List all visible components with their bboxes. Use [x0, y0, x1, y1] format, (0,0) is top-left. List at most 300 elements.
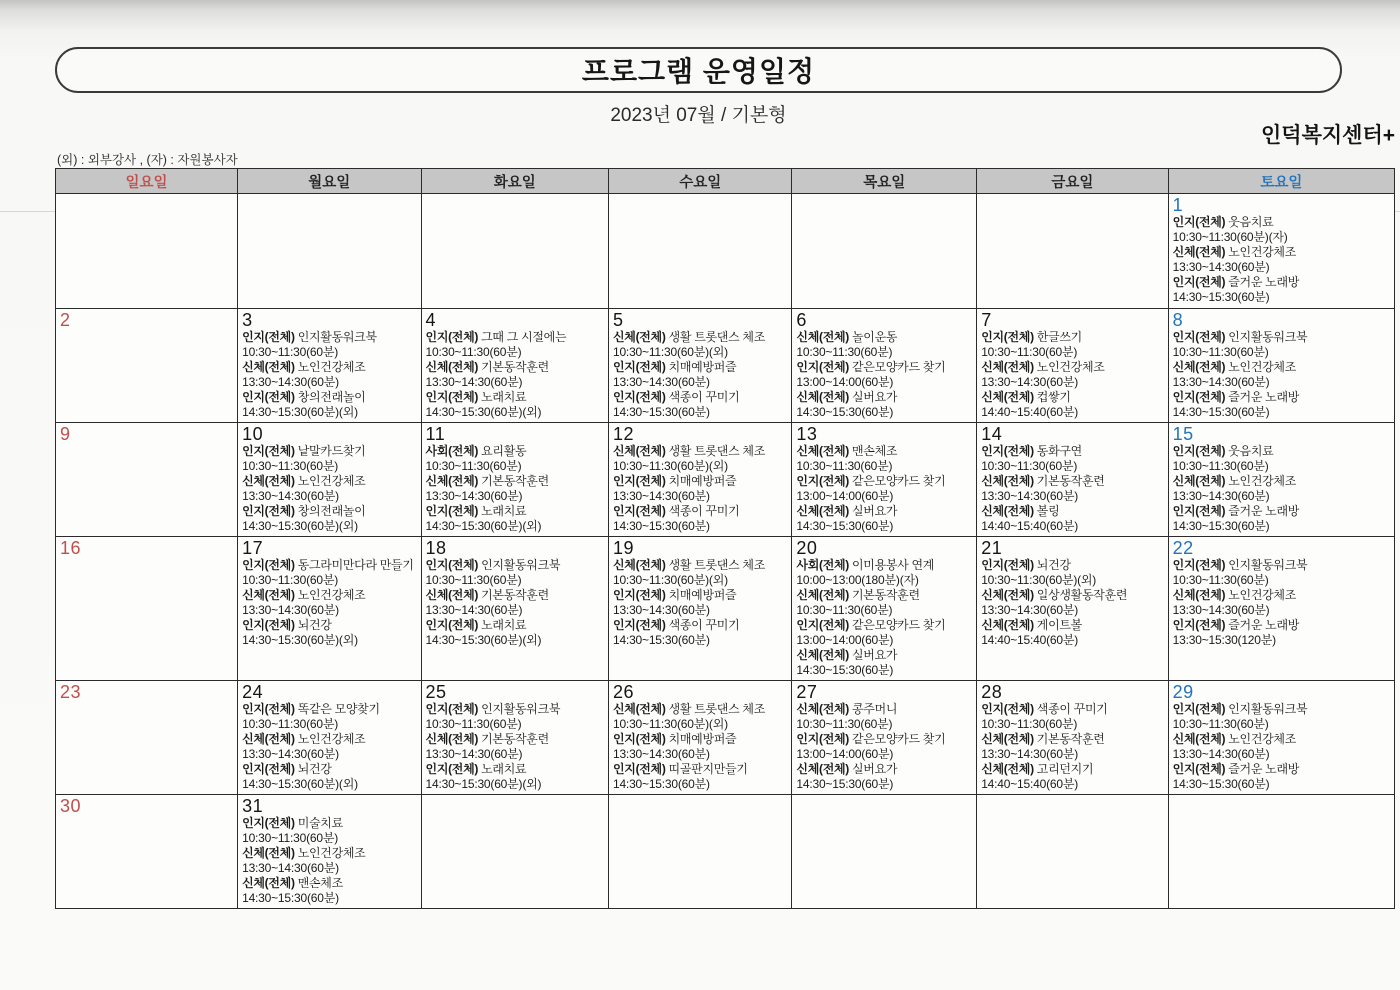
program-name: 인지활동워크북 — [294, 330, 377, 344]
program-category: 인지(전체) — [425, 330, 479, 344]
calendar-cell-day-1 — [1168, 194, 1394, 309]
program-entry-title — [796, 762, 974, 777]
day-number: 12 — [612, 424, 635, 444]
program-category: 인지(전체) — [425, 618, 479, 632]
calendar-cell-day-14 — [977, 423, 1168, 537]
program-entry-title — [981, 474, 1165, 489]
program-name: 노인건강체조 — [1225, 474, 1297, 488]
program-name: 인지활동워크북 — [1225, 702, 1308, 716]
calendar-week-row — [56, 309, 1395, 423]
program-name: 뇌건강 — [294, 762, 332, 776]
calendar-cell-day-28 — [977, 681, 1168, 795]
program-time: 13:00~14:00(60분) — [796, 633, 894, 647]
program-time: 10:30~11:30(60분) — [1172, 345, 1269, 359]
program-name: 즐거운 노래방 — [1225, 504, 1300, 518]
program-category: 인지(전체) — [425, 762, 479, 776]
calendar-cell-day-6 — [792, 309, 977, 423]
program-name: 실버요가 — [848, 648, 898, 662]
program-name: 노인건강체조 — [294, 474, 366, 488]
program-name: 생활 트롯댄스 체조 — [665, 702, 765, 716]
program-category: 신체(전체) — [981, 504, 1034, 518]
program-time: 10:30~11:30(60분) — [242, 573, 339, 587]
program-name: 같은모양카드 찾기 — [848, 360, 946, 374]
program-category: 인지(전체) — [425, 702, 479, 716]
program-entry-title — [796, 618, 974, 633]
program-name: 기본동작훈련 — [478, 588, 549, 602]
program-name: 동그라미만다라 만들기 — [294, 558, 414, 572]
day-number: 27 — [796, 682, 818, 702]
calendar-cell-empty — [421, 795, 608, 909]
program-category: 신체(전체) — [425, 474, 479, 488]
program-entry-title — [613, 330, 789, 345]
program-name: 기본동작훈련 — [478, 360, 549, 374]
calendar-cell-day-3 — [238, 309, 421, 423]
calendar-cell-day-7 — [977, 309, 1168, 423]
calendar-cell-day-20 — [792, 537, 977, 681]
calendar-week-row — [56, 795, 1395, 909]
program-entry-title — [426, 762, 606, 777]
program-entry-title — [242, 390, 418, 405]
day-number: 30 — [60, 796, 82, 816]
program-name: 노래치료 — [478, 504, 527, 518]
weekday-header-tuesday: 화요일 — [421, 169, 608, 194]
calendar-cell-empty — [792, 194, 977, 309]
day-number: 20 — [796, 538, 818, 558]
program-time: 14:30~15:30(60분) — [242, 891, 339, 905]
program-entry-title — [1173, 504, 1392, 519]
program-entry-title — [242, 558, 418, 573]
program-entry-title — [242, 588, 418, 603]
program-entry-title — [242, 732, 418, 747]
weekday-header-sunday: 일요일 — [56, 169, 238, 194]
calendar-cell-day-13 — [792, 423, 977, 537]
program-name: 인지활동워크북 — [1225, 330, 1308, 344]
program-name: 콩주머니 — [848, 702, 898, 716]
program-time: 10:30~11:30(60분) — [1172, 573, 1269, 587]
program-name: 웃음치료 — [1225, 444, 1274, 458]
program-entry-title — [426, 504, 606, 519]
program-time: 13:30~14:30(60분) — [612, 375, 710, 389]
program-time: 13:30~14:30(60분) — [1172, 489, 1270, 503]
program-name: 색종이 꾸미기 — [1033, 702, 1108, 716]
day-number: 29 — [1172, 682, 1194, 702]
program-time: 13:30~14:30(60분) — [242, 747, 339, 761]
program-entry-title — [242, 474, 418, 489]
program-category: 인지(전체) — [242, 444, 295, 458]
calendar-cell-empty — [56, 194, 238, 309]
calendar-cell-day-31 — [238, 795, 421, 909]
program-name: 맨손체조 — [848, 444, 898, 458]
program-entry-title — [981, 588, 1165, 603]
program-category: 인지(전체) — [242, 816, 295, 830]
program-name: 색종이 꾸미기 — [665, 390, 740, 404]
program-category: 인지(전체) — [612, 732, 666, 746]
calendar-cell-day-9 — [56, 423, 238, 537]
program-time: 13:00~14:00(60분) — [796, 747, 894, 761]
program-entry-title — [981, 618, 1165, 633]
program-time: 10:30~11:30(60분) — [425, 573, 522, 587]
program-entry-title — [981, 702, 1165, 717]
program-time: 13:30~14:30(60분) — [1172, 603, 1270, 617]
program-time: 14:30~15:30(60분) — [796, 663, 894, 677]
day-number: 15 — [1172, 424, 1194, 444]
program-name: 게이트볼 — [1033, 618, 1082, 632]
program-entry-title — [796, 360, 974, 375]
program-name: 인지활동워크북 — [478, 702, 561, 716]
weekday-header-row — [56, 169, 1395, 194]
program-name: 기본동작훈련 — [478, 732, 549, 746]
program-time: 13:30~14:30(60분) — [612, 747, 710, 761]
program-category: 신체(전체) — [612, 558, 666, 572]
page-title: 프로그램 운영일정 — [581, 56, 816, 87]
day-number: 18 — [425, 538, 447, 558]
program-name: 웃음치료 — [1225, 215, 1274, 229]
program-name: 치매예방퍼즐 — [665, 360, 737, 374]
program-entry-title — [426, 588, 606, 603]
program-category: 신체(전체) — [1172, 732, 1226, 746]
day-number: 8 — [1172, 310, 1184, 330]
program-time: 10:00~13:00(180분)(자) — [796, 573, 919, 587]
calendar-week-row — [56, 423, 1395, 537]
program-category: 신체(전체) — [796, 648, 849, 662]
day-number: 2 — [60, 310, 71, 330]
program-category: 신체(전체) — [796, 504, 849, 518]
program-entry-title — [796, 558, 974, 573]
program-entry-title — [981, 330, 1165, 345]
program-category: 신체(전체) — [796, 330, 849, 344]
program-time: 10:30~11:30(60분)(외) — [981, 573, 1097, 587]
program-category: 신체(전체) — [981, 732, 1034, 746]
program-category: 인지(전체) — [242, 618, 295, 632]
program-category: 신체(전체) — [981, 360, 1034, 374]
program-name: 똑같은 모양찾기 — [294, 702, 380, 716]
calendar-cell-empty — [608, 194, 791, 309]
program-name: 기본동작훈련 — [478, 474, 549, 488]
program-entry-title — [426, 558, 606, 573]
day-number: 1 — [1172, 195, 1184, 215]
calendar-cell-day-4 — [421, 309, 608, 423]
program-entry-title — [981, 444, 1165, 459]
program-time: 13:30~14:30(60분) — [425, 375, 523, 389]
program-entry-title — [242, 504, 418, 519]
program-time: 10:30~11:30(60분) — [981, 459, 1078, 473]
program-time: 13:30~14:30(60분) — [425, 489, 523, 503]
program-time: 13:30~14:30(60분) — [425, 603, 523, 617]
program-category: 인지(전체) — [981, 330, 1034, 344]
program-entry-title — [613, 618, 789, 633]
day-number: 6 — [796, 310, 807, 330]
program-time: 10:30~11:30(60분)(외) — [612, 573, 728, 587]
program-category: 인지(전체) — [612, 504, 666, 518]
calendar-cell-day-29 — [1168, 681, 1394, 795]
program-category: 사회(전체) — [796, 558, 849, 572]
program-name: 즐거운 노래방 — [1225, 762, 1300, 776]
program-category: 인지(전체) — [981, 558, 1034, 572]
program-time: 10:30~11:30(60분)(외) — [612, 717, 728, 731]
program-entry-title — [981, 732, 1165, 747]
program-name: 치매예방퍼즐 — [665, 474, 737, 488]
program-name: 맨손체조 — [294, 876, 343, 890]
calendar-cell-day-5 — [608, 309, 791, 423]
program-name: 기본동작훈련 — [1033, 732, 1105, 746]
calendar-cell-day-17 — [238, 537, 421, 681]
program-entry-title — [242, 762, 418, 777]
program-name: 일상생활동작훈련 — [1033, 588, 1128, 602]
program-time: 10:30~11:30(60분) — [796, 345, 893, 359]
program-time: 10:30~11:30(60분) — [425, 345, 522, 359]
program-entry-title — [1173, 732, 1392, 747]
program-name: 인지활동워크북 — [1225, 558, 1308, 572]
weekday-header-thursday: 목요일 — [792, 169, 977, 194]
program-category: 인지(전체) — [1172, 558, 1226, 572]
program-category: 인지(전체) — [1172, 618, 1226, 632]
program-category: 인지(전체) — [1172, 762, 1226, 776]
program-time: 13:30~14:30(60분) — [981, 375, 1079, 389]
weekday-header-friday: 금요일 — [977, 169, 1168, 194]
day-number: 17 — [242, 538, 264, 558]
program-name: 동화구연 — [1033, 444, 1082, 458]
program-category: 인지(전체) — [612, 360, 666, 374]
program-name: 그때 그 시절에는 — [478, 330, 567, 344]
program-time: 14:30~15:30(60분)(외) — [425, 777, 542, 791]
program-category: 인지(전체) — [796, 360, 849, 374]
day-number: 7 — [981, 310, 992, 330]
program-category: 신체(전체) — [425, 732, 479, 746]
program-entry-title — [1173, 245, 1392, 260]
program-time: 10:30~11:30(60분) — [242, 717, 339, 731]
calendar-subtitle: 2023년 07월 / 기본형 — [610, 105, 787, 126]
program-category: 인지(전체) — [242, 702, 295, 716]
calendar-cell-empty — [421, 194, 608, 309]
program-category: 인지(전체) — [425, 390, 479, 404]
calendar-cell-day-25 — [421, 681, 608, 795]
program-time: 13:30~15:30(120분) — [1172, 633, 1276, 647]
program-category: 인지(전체) — [612, 618, 666, 632]
program-category: 신체(전체) — [1172, 588, 1226, 602]
day-number: 14 — [981, 424, 1003, 444]
program-name: 인지활동워크북 — [478, 558, 561, 572]
program-category: 신체(전체) — [242, 732, 295, 746]
program-category: 신체(전체) — [796, 444, 849, 458]
program-time: 13:30~14:30(60분) — [612, 603, 710, 617]
program-time: 14:40~15:40(60분) — [981, 633, 1079, 647]
program-time: 10:30~11:30(60분)(자) — [1172, 230, 1288, 244]
program-name: 실버요가 — [848, 504, 898, 518]
program-name: 뇌건강 — [294, 618, 332, 632]
day-number: 4 — [425, 310, 437, 330]
program-name: 노래치료 — [478, 762, 527, 776]
program-time: 10:30~11:30(60분) — [242, 345, 339, 359]
program-category: 인지(전체) — [425, 504, 479, 518]
program-entry-title — [981, 504, 1165, 519]
program-time: 14:30~15:30(60분)(외) — [242, 519, 358, 533]
program-name: 같은모양카드 찾기 — [848, 732, 946, 746]
program-time: 14:30~15:30(60분) — [612, 633, 710, 647]
program-category: 인지(전체) — [981, 444, 1034, 458]
program-name: 치매예방퍼즐 — [665, 732, 737, 746]
program-time: 10:30~11:30(60분) — [981, 717, 1078, 731]
day-number: 10 — [242, 424, 264, 444]
program-entry-title — [426, 618, 606, 633]
program-entry-title — [242, 816, 418, 831]
program-category: 신체(전체) — [242, 360, 295, 374]
program-time: 10:30~11:30(60분) — [425, 717, 522, 731]
program-category: 인지(전체) — [612, 474, 666, 488]
program-time: 13:30~14:30(60분) — [242, 375, 339, 389]
day-number: 26 — [612, 682, 635, 702]
program-entry-title — [426, 360, 606, 375]
program-time: 10:30~11:30(60분) — [796, 717, 893, 731]
program-time: 14:40~15:40(60분) — [981, 405, 1079, 419]
program-entry-title — [796, 702, 974, 717]
program-name: 컵쌓기 — [1033, 390, 1071, 404]
program-entry-title — [1173, 390, 1392, 405]
program-name: 뇌건강 — [1033, 558, 1071, 572]
program-name: 미술치료 — [294, 816, 343, 830]
program-name: 띠골판지만들기 — [665, 762, 748, 776]
calendar-cell-day-24 — [238, 681, 421, 795]
program-time: 10:30~11:30(60분) — [1172, 717, 1269, 731]
program-entry-title — [242, 846, 418, 861]
program-category: 신체(전체) — [981, 762, 1034, 776]
program-category: 신체(전체) — [1172, 360, 1226, 374]
program-entry-title — [613, 504, 789, 519]
program-entry-title — [426, 732, 606, 747]
program-entry-title — [242, 876, 418, 891]
program-entry-title — [1173, 588, 1392, 603]
program-time: 13:30~14:30(60분) — [242, 489, 339, 503]
program-time: 14:30~15:30(60분)(외) — [242, 405, 358, 419]
program-entry-title — [613, 360, 789, 375]
calendar-week-row — [56, 194, 1395, 309]
program-entry-title — [613, 558, 789, 573]
program-entry-title — [242, 444, 418, 459]
program-entry-title — [1173, 330, 1392, 345]
calendar-cell-day-10 — [238, 423, 421, 537]
program-name: 생활 트롯댄스 체조 — [665, 558, 765, 572]
program-name: 요리활동 — [478, 444, 527, 458]
calendar-cell-empty — [238, 194, 421, 309]
program-name: 같은모양카드 찾기 — [848, 618, 946, 632]
program-category: 인지(전체) — [796, 618, 849, 632]
program-category: 인지(전체) — [425, 558, 479, 572]
program-time: 14:30~15:30(60분) — [612, 519, 710, 533]
program-category: 인지(전체) — [1172, 330, 1226, 344]
program-time: 14:30~15:30(60분) — [796, 519, 894, 533]
program-time: 13:30~14:30(60분) — [612, 489, 710, 503]
program-name: 낱말카드찾기 — [294, 444, 366, 458]
program-name: 노인건강체조 — [1225, 360, 1297, 374]
program-category: 인지(전체) — [242, 330, 295, 344]
program-entry-title — [1173, 360, 1392, 375]
program-name: 즐거운 노래방 — [1225, 618, 1300, 632]
program-name: 실버요가 — [848, 390, 898, 404]
program-entry-title — [796, 504, 974, 519]
program-entry-title — [426, 474, 606, 489]
program-time: 14:30~15:30(60분) — [796, 777, 894, 791]
program-time: 14:30~15:30(60분) — [612, 405, 710, 419]
program-time: 13:30~14:30(60분) — [242, 603, 339, 617]
program-time: 14:30~15:30(60분)(외) — [425, 405, 542, 419]
calendar-cell-day-8 — [1168, 309, 1394, 423]
program-time: 10:30~11:30(60분) — [425, 459, 522, 473]
day-number: 11 — [425, 424, 446, 444]
program-entry-title — [796, 648, 974, 663]
program-name: 노인건강체조 — [294, 846, 366, 860]
program-entry-title — [981, 558, 1165, 573]
program-entry-title — [613, 474, 789, 489]
day-number: 22 — [1172, 538, 1194, 558]
program-name: 노인건강체조 — [1225, 732, 1297, 746]
program-category: 인지(전체) — [796, 474, 849, 488]
program-category: 인지(전체) — [1172, 215, 1226, 229]
program-category: 신체(전체) — [612, 444, 666, 458]
program-entry-title — [242, 618, 418, 633]
program-time: 10:30~11:30(60분) — [242, 831, 339, 845]
program-category: 신체(전체) — [796, 762, 849, 776]
program-name: 노인건강체조 — [1225, 588, 1297, 602]
program-entry-title — [796, 474, 974, 489]
program-category: 신체(전체) — [242, 588, 295, 602]
program-entry-title — [426, 390, 606, 405]
program-name: 즐거운 노래방 — [1225, 275, 1300, 289]
program-name: 한글쓰기 — [1033, 330, 1082, 344]
program-category: 신체(전체) — [612, 330, 666, 344]
program-name: 노래치료 — [478, 618, 527, 632]
program-time: 10:30~11:30(60분) — [242, 459, 339, 473]
program-name: 이미용봉사 연계 — [848, 558, 935, 572]
program-name: 즐거운 노래방 — [1225, 390, 1300, 404]
program-name: 창의전래놀이 — [294, 390, 366, 404]
program-entry-title — [1173, 558, 1392, 573]
calendar-cell-empty — [977, 194, 1168, 309]
program-category: 사회(전체) — [425, 444, 479, 458]
program-entry-title — [613, 444, 789, 459]
program-entry-title — [613, 732, 789, 747]
program-time: 13:30~14:30(60분) — [242, 861, 339, 875]
program-category: 인지(전체) — [981, 702, 1034, 716]
program-category: 신체(전체) — [796, 702, 849, 716]
program-entry-title — [242, 360, 418, 375]
program-category: 신체(전체) — [612, 702, 666, 716]
calendar-cell-empty — [792, 795, 977, 909]
program-time: 14:30~15:30(60분)(외) — [425, 633, 542, 647]
program-name: 생활 트롯댄스 체조 — [665, 444, 765, 458]
program-name: 색종이 꾸미기 — [665, 504, 740, 518]
program-entry-title — [981, 762, 1165, 777]
calendar-cell-day-11 — [421, 423, 608, 537]
program-name: 노래치료 — [478, 390, 527, 404]
program-time: 13:30~14:30(60분) — [981, 489, 1079, 503]
program-name: 실버요가 — [848, 762, 898, 776]
program-category: 신체(전체) — [425, 360, 479, 374]
program-name: 노인건강체조 — [294, 360, 366, 374]
program-category: 신체(전체) — [242, 846, 295, 860]
calendar-cell-day-12 — [608, 423, 791, 537]
calendar-cell-empty — [977, 795, 1168, 909]
program-time: 14:30~15:30(60분)(외) — [425, 519, 542, 533]
program-time: 10:30~11:30(60분) — [796, 459, 893, 473]
weekday-header-monday: 월요일 — [238, 169, 421, 194]
program-category: 인지(전체) — [612, 762, 666, 776]
program-category: 인지(전체) — [242, 558, 295, 572]
calendar-week-row — [56, 681, 1395, 795]
program-entry-title — [242, 702, 418, 717]
calendar-cell-day-27 — [792, 681, 977, 795]
program-time: 13:30~14:30(60분) — [981, 603, 1079, 617]
program-category: 인지(전체) — [1172, 390, 1226, 404]
program-category: 인지(전체) — [1172, 275, 1226, 289]
